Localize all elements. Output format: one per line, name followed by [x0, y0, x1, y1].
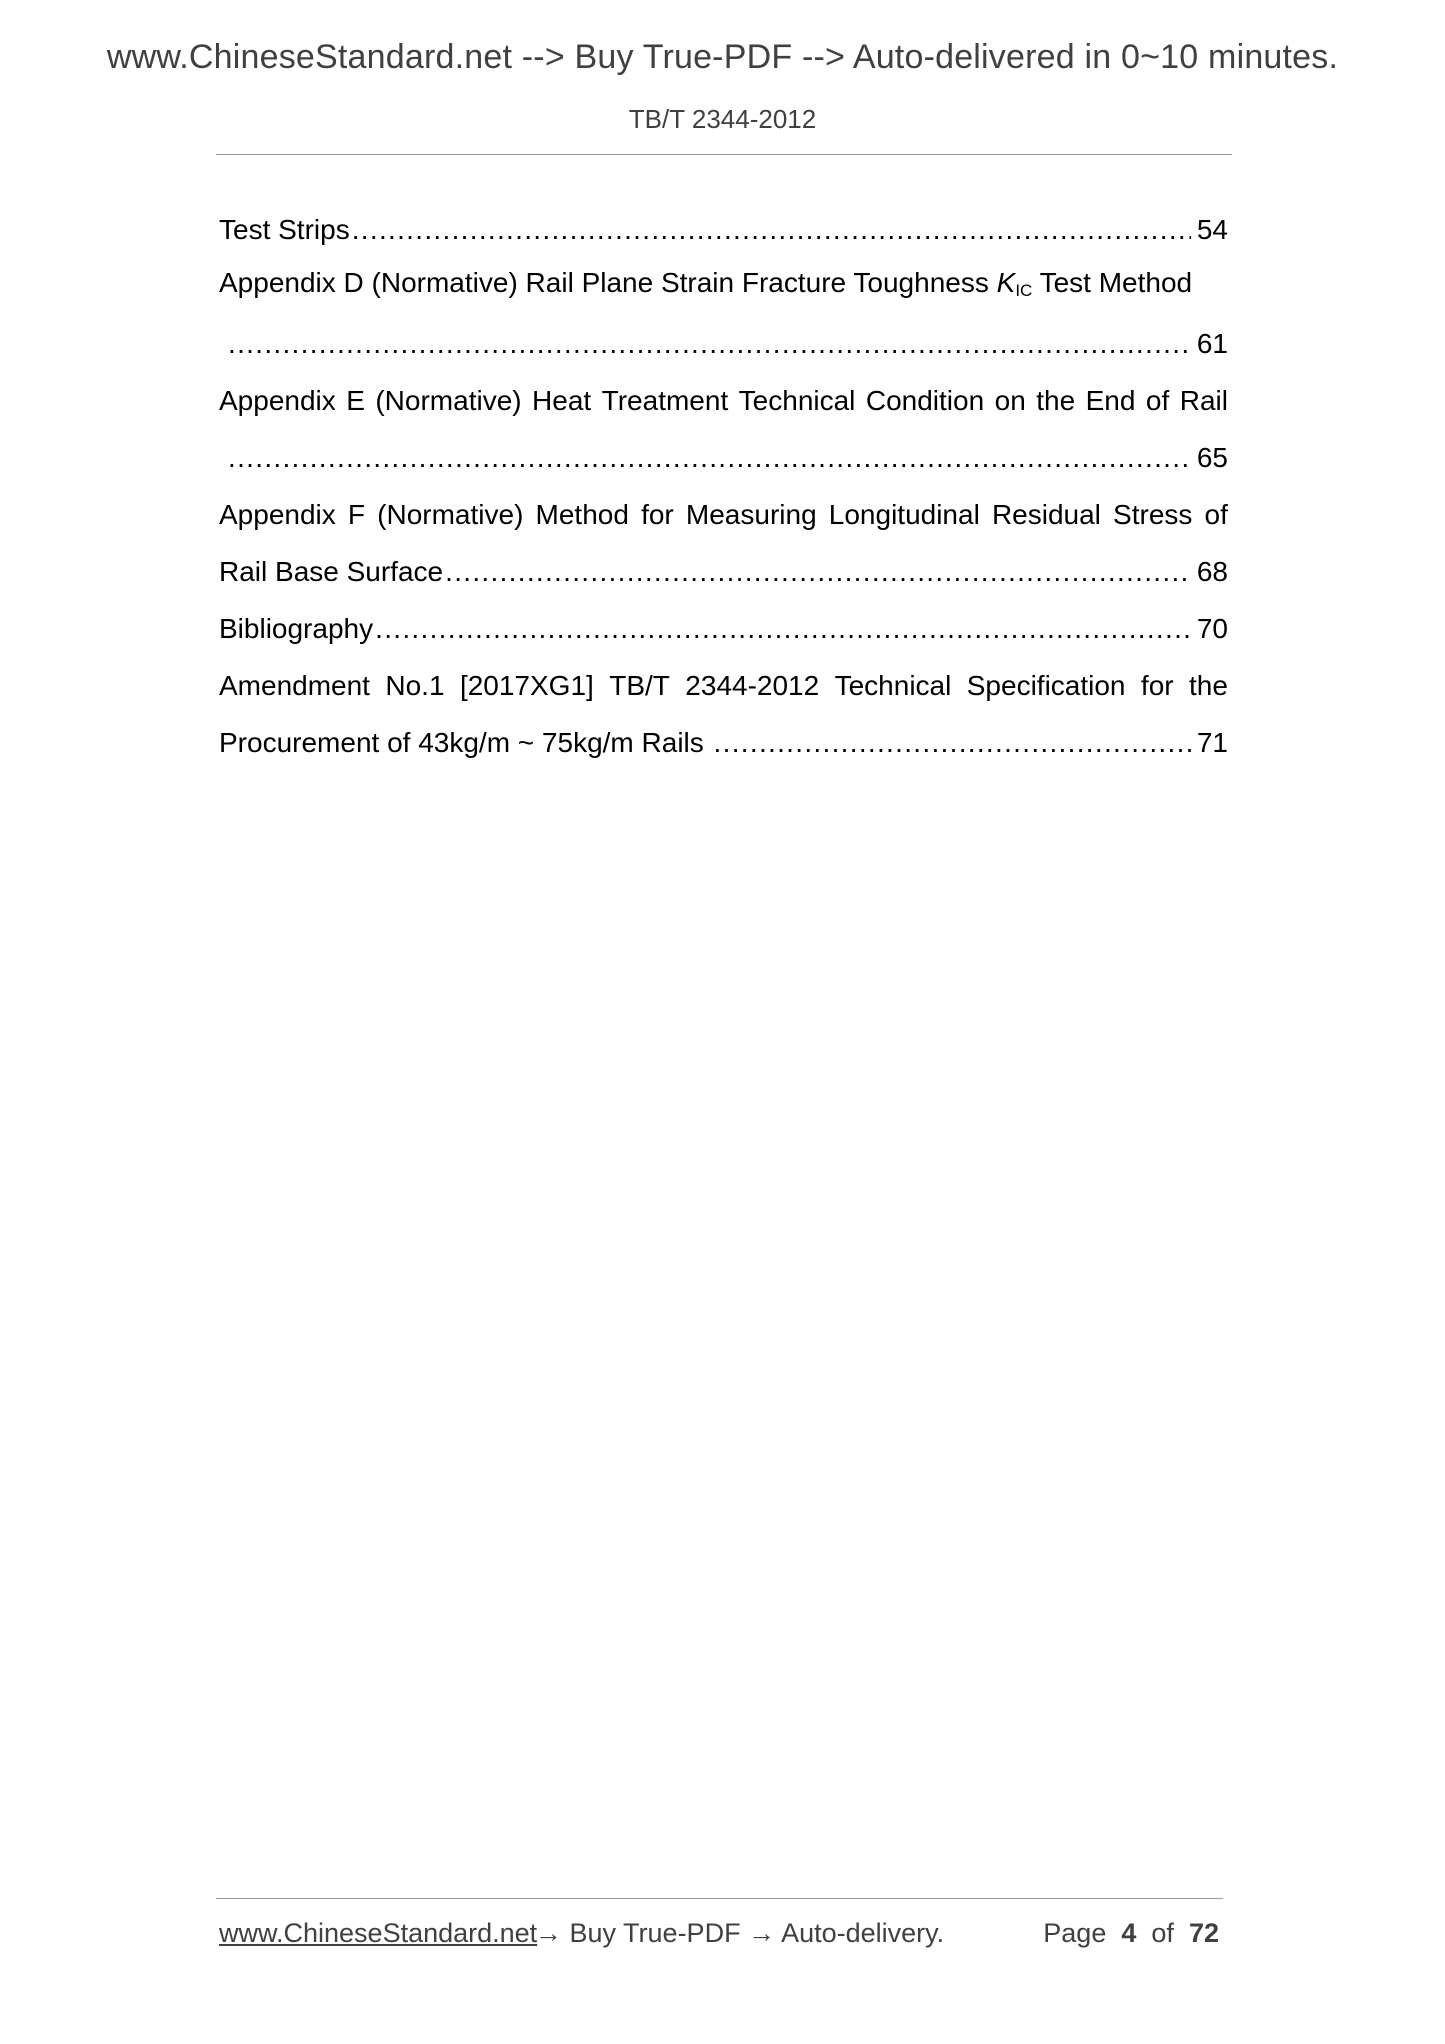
title-word: Appendix	[219, 385, 336, 416]
arrow-icon: →	[535, 1918, 562, 1948]
toc-entry-appendix-d-line1[interactable]	[219, 258, 1228, 315]
dot-leader	[445, 543, 1191, 600]
title-word: Condition	[865, 385, 985, 416]
toc-entry-appendix-f-line1[interactable]	[219, 486, 1228, 543]
title-word: Technical	[738, 385, 856, 416]
title-word: 2344-2012	[685, 670, 820, 701]
total-pages: 72	[1188, 1918, 1219, 1948]
page-footer	[219, 1918, 1223, 1954]
title-word: [2017XG1]	[459, 670, 594, 701]
toc-page-number: 61	[1196, 328, 1228, 359]
title-word: Rail	[1179, 385, 1228, 416]
toc-entry-amendment-line1[interactable]	[219, 657, 1228, 714]
title-word: on	[994, 385, 1026, 416]
title-word: No.1	[385, 670, 445, 701]
title-word: Specification	[966, 670, 1126, 701]
dot-leader	[375, 600, 1191, 657]
toc-entry-title: Rail Base Surface	[219, 556, 444, 587]
toc-page-number: 65	[1196, 442, 1228, 473]
document-code: TB/T 2344-2012	[628, 104, 817, 134]
title-word: (Normative)	[377, 499, 524, 530]
toc-page-number: 71	[1196, 727, 1228, 758]
dot-leader	[228, 315, 1191, 372]
title-word: TB/T	[609, 670, 670, 701]
dot-leader	[352, 201, 1191, 258]
title-word: (Normative)	[375, 385, 522, 416]
title-word: the	[1189, 670, 1228, 701]
kic-symbol	[997, 267, 1033, 298]
title-word: F	[347, 499, 366, 530]
title-word: for	[641, 499, 674, 530]
toc-entry-title: Bibliography	[219, 613, 374, 644]
toc-entry-title: Test Strips	[219, 214, 350, 245]
dot-leader	[228, 429, 1191, 486]
of-label: of	[1151, 1918, 1174, 1948]
page-indicator	[1043, 1918, 1219, 1949]
footer-site-link[interactable]: www.ChineseStandard.net	[219, 1918, 538, 1948]
title-text: Appendix D (Normative) Rail Plane Strain Fracture Toughness	[219, 267, 997, 298]
title-word: E	[346, 385, 365, 416]
page-number: 4	[1121, 1918, 1137, 1948]
title-word: Stress	[1113, 499, 1193, 530]
header-divider	[216, 154, 1232, 155]
table-of-contents	[219, 201, 1228, 771]
title-word: Appendix	[219, 499, 336, 530]
toc-entry-title	[219, 258, 1192, 315]
title-word: the	[1036, 385, 1076, 416]
footer-auto-text: Auto-delivery.	[781, 1918, 945, 1948]
page-label: Page	[1043, 1918, 1107, 1948]
title-word: Residual	[991, 499, 1101, 530]
title-word: Amendment	[219, 670, 370, 701]
title-word: Measuring	[685, 499, 817, 530]
toc-entry-bibliography[interactable]	[219, 600, 1228, 657]
footer-buy-text: Buy True-PDF	[569, 1918, 741, 1948]
footer-divider	[216, 1898, 1223, 1899]
title-word: for	[1140, 670, 1174, 701]
toc-entry-appendix-d-line2[interactable]	[219, 315, 1228, 372]
toc-entry-appendix-e-line1[interactable]	[219, 372, 1228, 429]
title-word: of	[1204, 499, 1228, 530]
toc-page-number: 70	[1196, 613, 1228, 644]
title-word: Heat	[532, 385, 592, 416]
toc-page-number: 68	[1196, 556, 1228, 587]
arrow-icon: →	[748, 1918, 776, 1948]
title-word: Treatment	[601, 385, 729, 416]
title-text-end: Test Method	[1032, 267, 1193, 298]
title-word: Method	[535, 499, 629, 530]
header-banner: www.ChineseStandard.net --> Buy True-PDF --> Auto-delivered in 0~10 minutes.	[106, 38, 1339, 76]
toc-page-number: 54	[1196, 214, 1228, 245]
title-word: End	[1085, 385, 1136, 416]
dot-leader	[714, 714, 1191, 771]
toc-entry-amendment-line2[interactable]	[219, 714, 1228, 771]
title-word: Longitudinal	[828, 499, 980, 530]
toc-entry-appendix-e-line2[interactable]	[219, 429, 1228, 486]
toc-entry-title: Procurement of 43kg/m ~ 75kg/m Rails	[219, 727, 712, 758]
footer-tagline	[535, 1918, 944, 1949]
toc-entry-test-strips[interactable]	[219, 201, 1228, 258]
title-word: of	[1145, 385, 1170, 416]
symbol-subscript: IC	[1015, 281, 1033, 300]
title-word: Technical	[834, 670, 952, 701]
symbol-k: K	[996, 267, 1016, 298]
toc-entry-appendix-f-line2[interactable]	[219, 543, 1228, 600]
